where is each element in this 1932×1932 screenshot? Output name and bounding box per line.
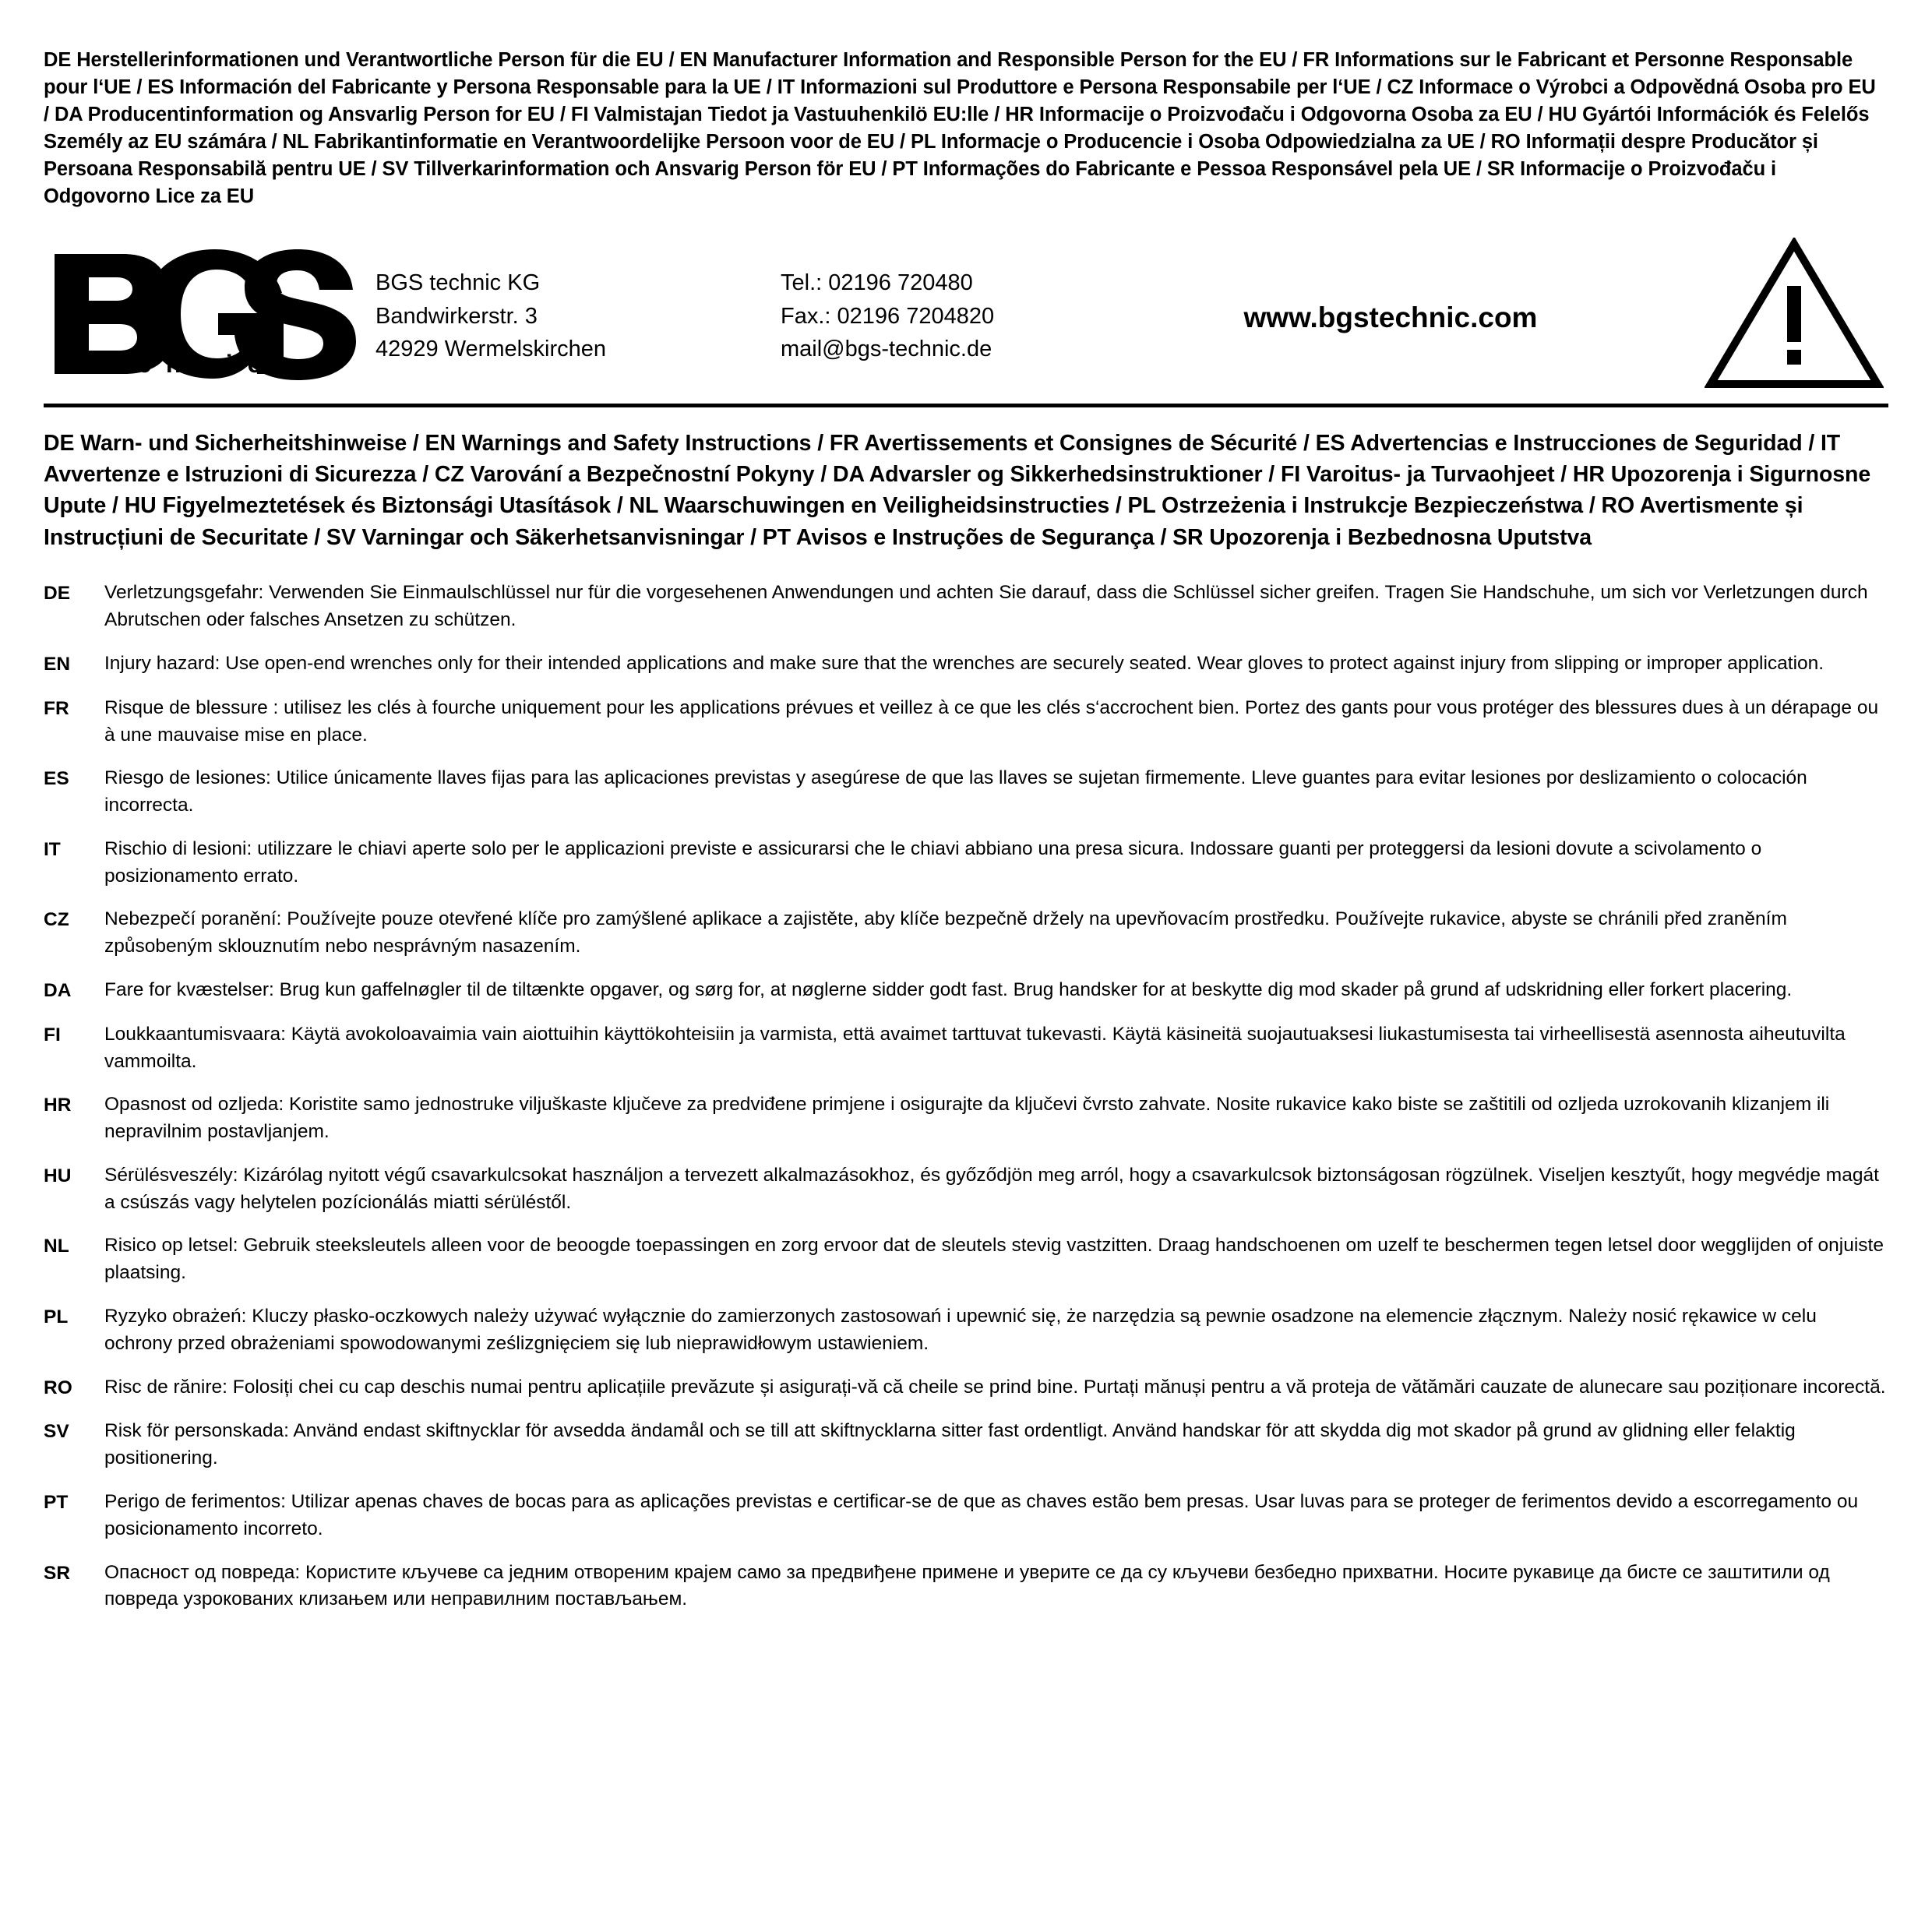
list-item bbox=[44, 650, 1888, 679]
language-code: FI bbox=[44, 1024, 61, 1045]
list-item bbox=[44, 1418, 1888, 1472]
list-item bbox=[44, 1232, 1888, 1287]
company-contact bbox=[781, 262, 1123, 365]
instruction-text: Risc de rănire: Folosiți chei cu cap deschis numai pentru aplicațiile prevăzute și asigurați-vă că cheile se prind bine. Purtați mănuși pentru a vă proteja de vătămări cauzate de alunecare sau poziționare incorectă. bbox=[104, 1376, 1886, 1398]
list-item bbox=[44, 836, 1888, 890]
language-code: SR bbox=[44, 1562, 71, 1584]
company-city: 42929 Wermelskirchen bbox=[375, 336, 607, 361]
list-item bbox=[44, 580, 1888, 634]
instruction-text: Risk för personskada: Använd endast skiftnycklar för avsedda ändamål och se till att skiftnycklarna sitter fast ordentligt. Använd handskar för att skydda dig mot skador på grund av glidning eller felaktig positionering. bbox=[104, 1420, 1796, 1469]
language-code: FR bbox=[44, 697, 69, 719]
trademark-symbol: ® bbox=[257, 253, 275, 280]
company-fax: Fax.: 02196 7204820 bbox=[781, 303, 995, 329]
instructions-list bbox=[44, 580, 1888, 1613]
header-divider bbox=[44, 404, 1888, 407]
company-website[interactable]: www.bgstechnic.com bbox=[1243, 301, 1538, 333]
list-item bbox=[44, 1374, 1888, 1402]
instruction-text: Sérülésveszély: Kizárólag nyitott végű csavarkulcsokat használjon a tervezett alkalmazásokhoz, és győződjön meg arról, hogy a csavarkulcsok biztonságosan rögzülnek. Viseljen kesztyűt, hogy megvédje magát a csúszás vagy helytelen pozícionálás miatti sérüléstől. bbox=[104, 1164, 1879, 1213]
language-code: EN bbox=[44, 653, 71, 675]
list-item bbox=[44, 1303, 1888, 1358]
language-code: NL bbox=[44, 1236, 69, 1257]
company-email[interactable]: mail@bgs-technic.de bbox=[781, 336, 992, 361]
language-code: PT bbox=[44, 1491, 69, 1513]
language-code: DA bbox=[44, 980, 72, 1001]
company-name: BGS technic KG bbox=[375, 270, 541, 296]
instruction-text: Verletzungsgefahr: Verwenden Sie Einmaulschlüssel nur für die vorgesehenen Anwendungen und achten Sie darauf, dass die Schlüssel sicher greifen. Tragen Sie Handschuhe, um sich vor Verletzungen durch Abrutschen oder falsches Ansetzen zu schützen. bbox=[104, 582, 1868, 631]
instruction-text: Risque de blessure : utilisez les clés à fourche uniquement pour les applications prévues et veillez à ce que les clés s‘accrochent bien. Portez des gants pour vous protéger des blessures dues à un dérapage ou à une mauvaise mise en place. bbox=[104, 696, 1879, 746]
list-item bbox=[44, 765, 1888, 820]
list-item bbox=[44, 1489, 1888, 1543]
bgs-logo bbox=[44, 248, 375, 380]
language-code: HU bbox=[44, 1165, 72, 1186]
company-address bbox=[375, 262, 781, 365]
warnings-safety-heading: DE Warn- und Sicherheitshinweise / EN Warnings and Safety Instructions / FR Avertissements et Consignes de Sécurité / ES Advertencias e Instrucciones de Seguridad / IT Avvertenze e Istruzioni di Sicurezza / CZ Varování a Bezpečnostní Pokyny / DA Advarsler og Sikkerhedsinstruktioner / FI Varoitus- ja Turvaohjeet / HR Upozorenja i Sigurnosne Upute / HU Figyelmeztetések és Biztonsági Utasítások / NL Waarschuwingen en Veiligheidsinstructies / PL Ostrzeżenia i Instrukcje Bezpieczeństwa / RO Avertismente și Instrucțiuni de Securitate / SV Varningar och Säkerhetsanvisningar / PT Avisos e Instruções de Segurança / SR Upozorenja i Bezbednosna Uputstva bbox=[44, 430, 1871, 550]
list-item bbox=[44, 1021, 1888, 1076]
company-street: Bandwirkerstr. 3 bbox=[375, 303, 538, 329]
instruction-text: Risico op letsel: Gebruik steeksleutels alleen voor de beoogde toepassingen en zorg ervoor dat de sleutels stevig vastzitten. Draag handschoenen om uzelf te beschermen tegen letsel door wegglijden of onjuiste plaatsing. bbox=[104, 1235, 1884, 1284]
list-item bbox=[44, 1162, 1888, 1217]
list-item bbox=[44, 695, 1888, 749]
list-item bbox=[44, 977, 1888, 1005]
instruction-text: Loukkaantumisvaara: Käytä avokoloavaimia vain aiottuihin käyttökohteisiin ja varmista, että avaimet tarttuvat tukevasti. Käytä käsineitä suojautuaksesi liukastumisesta tai virheellisestä asennosta aiheutuvilta vammoilta. bbox=[104, 1023, 1846, 1072]
instruction-text: Rischio di lesioni: utilizzare le chiavi aperte solo per le applicazioni previste e assicurarsi che le chiavi abbiano una presa sicura. Indossare guanti per proteggersi da lesioni dovute a scivolamento o posizionamento errato. bbox=[104, 837, 1762, 887]
company-phone: Tel.: 02196 720480 bbox=[781, 270, 973, 296]
instruction-text: Опасност од повреда: Користите кључеве са једним отвореним крајем само за предвиђене примене и уверите се да су кључеви безбедно прихватни. Носите рукавице да бисте се заштитили од повреда узрокованих клизањем или неправилним постављањем. bbox=[104, 1561, 1830, 1610]
instruction-text: Fare for kvæstelser: Brug kun gaffelnøgler til de tiltænkte opgaver, og sørg for, at nøglerne sidder godt fast. Brug handsker for at beskytte dig mod skader på grund af udskridning eller forkert placering. bbox=[104, 979, 1793, 1000]
instruction-text: Opasnost od ozljeda: Koristite samo jednostruke viljuškaste ključeve za predviđene primjene i osigurajte da ključevi čvrsto zahvate. Nosite rukavice kako biste se zaštitili od ozljeda uzrokovanih klizanjem ili nepravilnim postavljanjem. bbox=[104, 1094, 1830, 1143]
language-code: CZ bbox=[44, 909, 69, 931]
language-code: HR bbox=[44, 1095, 72, 1116]
language-code: IT bbox=[44, 838, 61, 860]
instruction-text: Perigo de ferimentos: Utilizar apenas chaves de bocas para as aplicações previstas e certificar-se de que as chaves estão bem presas. Usar luvas para se proteger de ferimentos devido a escorregamento ou posicionamento incorreto. bbox=[104, 1490, 1859, 1539]
bgs-logo-icon bbox=[48, 248, 360, 380]
language-code: PL bbox=[44, 1306, 69, 1328]
instruction-text: Ryzyko obrażeń: Kluczy płasko-oczkowych należy używać wyłącznie do zamierzonych zastosowań i upewnić się, że narzędzia są pewnie osadzone na elemencie złącznym. Należy nosić rękawice w celu ochrony przed obrażeniami spowodowanymi ześlizgnięciem się lub nieprawidłowym ustawieniem. bbox=[104, 1306, 1817, 1354]
language-code: ES bbox=[44, 768, 69, 790]
language-code: SV bbox=[44, 1421, 69, 1443]
list-item bbox=[44, 1091, 1888, 1146]
warning-triangle-icon bbox=[1705, 238, 1884, 390]
company-information-bar bbox=[44, 232, 1888, 404]
instruction-text: Nebezpečí poranění: Používejte pouze otevřené klíče pro zamýšlené aplikace a zajistěte, aby klíče bezpečně držely na upevňovacím prostředku. Používejte rukavice, abyste se chránili před zraněním způsobeným sklouznutím nebo nesprávným nasazením. bbox=[104, 908, 1787, 957]
instruction-text: Riesgo de lesiones: Utilice únicamente llaves fijas para las aplicaciones previstas y asegúrese de que las llaves se sujetan firmemente. Lleve guantes para evitar lesiones por deslizamiento o colocación incorrecta. bbox=[104, 767, 1807, 816]
warning-triangle bbox=[1689, 238, 1888, 390]
list-item bbox=[44, 906, 1888, 961]
manufacturer-information-heading: DE Herstellerinformationen und Verantwortliche Person für die EU / EN Manufacturer Information and Responsible Person for the EU / FR Informations sur le Fabricant et Personne Responsable pour l‘UE / ES Información del Fabricante y Persona Responsable para la UE / IT Informazioni sul Produttore e Persona Responsabile per l‘UE / CZ Informace o Výrobci a Odpovědná Osoba pro EU / DA Producentinformation og Ansvarlig Person for EU / FI Valmistajan Tiedot ja Vastuuhenkilö EU:lle / HR Informacije o Proizvođaču i Odgovorna Osoba za EU / HU Gyártói Információk és Felelős Személy az EU számára / NL Fabrikantinformatie en Verantwoordelijke Persoon voor de EU / PL Informacje o Producencie i Osoba Odpowiedzialna za UE / RO Informații despre Producător și Persoana Responsabilă pentru UE / SV Tillverkarinformation och Ansvarig Person för EU / PT Informações do Fabricante e Pessoa Responsável pela UE / SR Informacije o Proizvođaču i Odgovorno Lice za EU bbox=[44, 49, 1876, 207]
language-code: DE bbox=[44, 583, 71, 605]
instruction-text: Injury hazard: Use open-end wrenches only for their intended applications and make sure that the wrenches are securely seated. Wear gloves to protect against injury from slipping or improper application. bbox=[104, 652, 1824, 674]
language-code: RO bbox=[44, 1377, 72, 1398]
logo-subtext: t e c h n i c bbox=[86, 349, 266, 378]
list-item bbox=[44, 1560, 1888, 1614]
